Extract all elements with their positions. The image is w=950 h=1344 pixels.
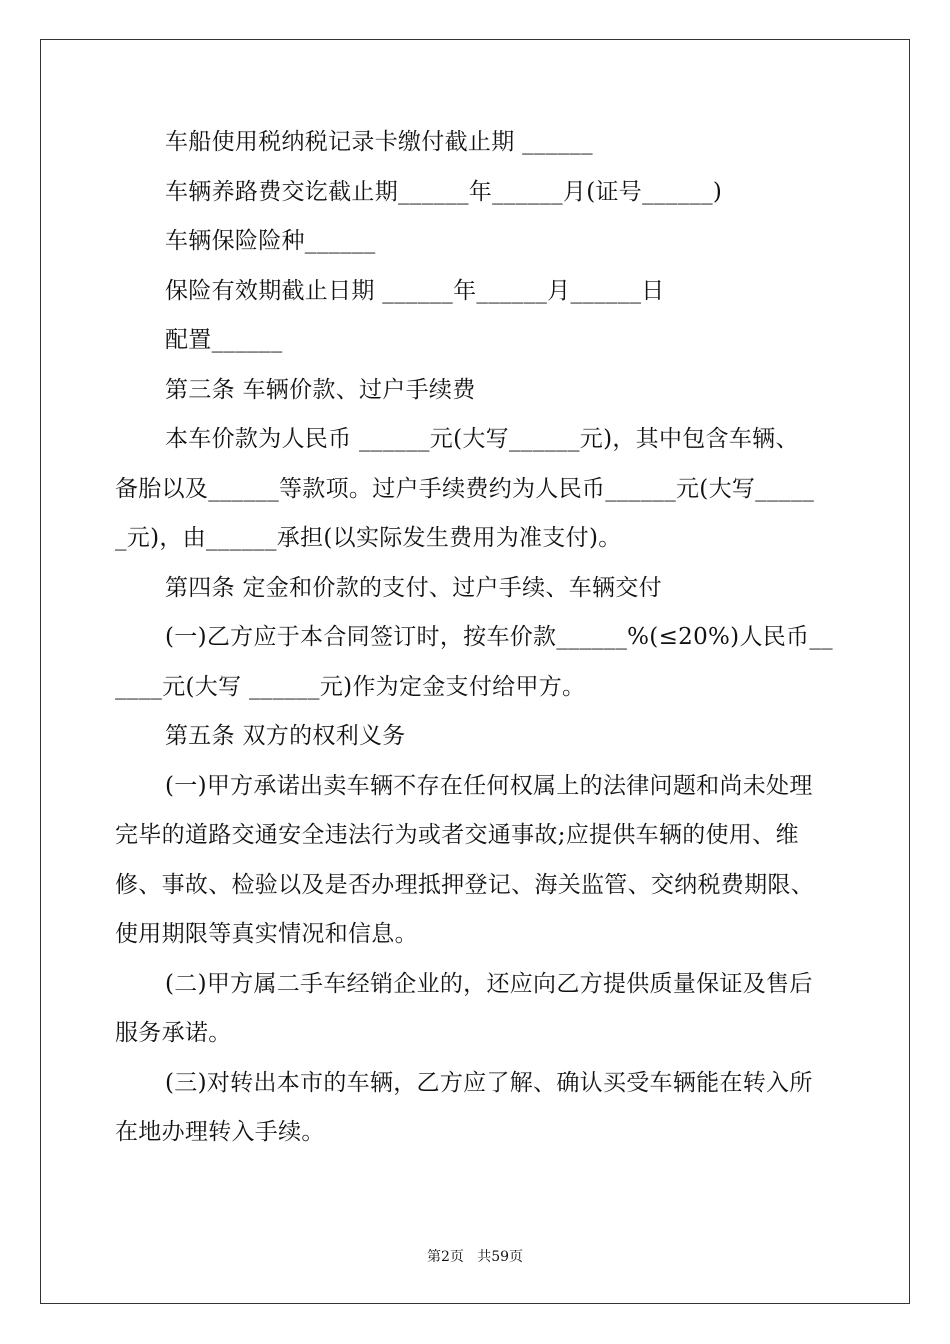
text-line: 备胎以及______等款项。过户手续费约为人民币______元(大写_____: [115, 475, 815, 502]
text-line: _元)，由______承担(以实际发生费用为准支付)。: [115, 525, 622, 551]
text-line: 完毕的道路交通安全违法行为或者交通事故;应提供车辆的使用、维: [115, 822, 799, 848]
text-line: (一)甲方承诺出卖车辆不存在任何权属上的法律问题和尚未处理: [165, 772, 813, 799]
text-line: 车辆养路费交讫截止期______年______月(证号______): [165, 178, 723, 205]
text-line: 服务承诺。: [115, 1020, 232, 1046]
text-line: 车辆保险险种______: [165, 228, 376, 254]
text-line: ____元(大写 ______元)作为定金支付给甲方。: [115, 673, 586, 700]
text-line: (二)甲方属二手车经销企业的，还应向乙方提供质量保证及售后: [165, 970, 813, 997]
text-line: (一)乙方应于本合同签订时，按车价款______%(≤20%)人民币__: [165, 624, 833, 650]
text-line: 配置______: [165, 327, 283, 353]
page-number-footer: 第2页 共59页: [426, 1249, 524, 1265]
text-line: 本车价款为人民币 ______元(大写______元)，其中包含车辆、: [165, 426, 799, 452]
section-heading: 第三条 车辆价款、过户手续费: [165, 376, 476, 403]
section-heading: 第五条 双方的权利义务: [165, 723, 406, 749]
section-heading: 第四条 定金和价款的支付、过户手续、车辆交付: [165, 574, 662, 601]
text-line: 保险有效期截止日期 ______年______月______日: [165, 277, 665, 304]
text-line: 修、事故、检验以及是否办理抵押登记、海关监管、交纳税费期限、: [115, 871, 814, 898]
text-line: 在地办理转入手续。: [115, 1119, 325, 1145]
text-line: (三)对转出本市的车辆，乙方应了解、确认买受车辆能在转入所: [165, 1069, 813, 1096]
text-line: 车船使用税纳税记录卡缴付截止期 ______: [165, 129, 593, 155]
text-line: 使用期限等真实情况和信息。: [115, 921, 418, 947]
document-body: [115, 118, 840, 1158]
